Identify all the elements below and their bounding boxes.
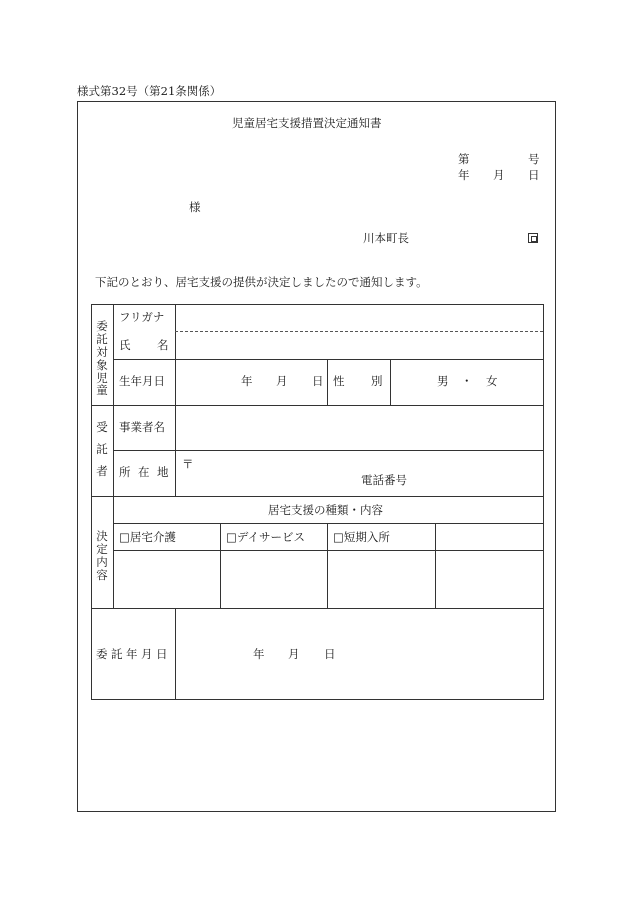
addressee-honorific: 様 bbox=[189, 200, 201, 214]
sex-label-left bbox=[327, 359, 328, 406]
type-header-bottom bbox=[113, 523, 544, 524]
divider-contractor bbox=[91, 496, 544, 497]
option-divider-1 bbox=[220, 523, 221, 609]
date-month: 月 bbox=[493, 168, 505, 182]
sex-male: 男 bbox=[437, 374, 449, 388]
business-row-bottom bbox=[113, 450, 544, 451]
divider-child bbox=[91, 405, 544, 406]
number-dai: 第 bbox=[458, 152, 470, 166]
phone-label: 電話番号 bbox=[361, 473, 407, 487]
address-label-2: 在 bbox=[138, 465, 150, 479]
name-label-2: 名 bbox=[157, 338, 169, 352]
intro-text: 下記のとおり、居宅支援の提供が決定しましたので通知します。 bbox=[95, 275, 428, 289]
entrust-date-label-3: 年 bbox=[126, 647, 138, 661]
option-home-care: □居宅介護 bbox=[119, 530, 176, 544]
table-top-border bbox=[91, 304, 544, 305]
birth-label: 生年月日 bbox=[119, 374, 165, 388]
birth-year: 年 bbox=[241, 374, 253, 388]
document-title: 児童居宅支援措置決定通知書 bbox=[232, 116, 382, 130]
name-label-1: 氏 bbox=[119, 338, 131, 352]
divider-decision bbox=[91, 608, 544, 609]
sex-female: 女 bbox=[486, 374, 498, 388]
option-short-stay: □短期入所 bbox=[333, 530, 390, 544]
postal-mark: 〒 bbox=[182, 457, 194, 471]
sex-label-right bbox=[390, 359, 391, 406]
date-day: 日 bbox=[528, 168, 540, 182]
decision-group-label: 決 定 内 容 bbox=[96, 529, 108, 582]
birth-day: 日 bbox=[312, 374, 324, 388]
option-divider-2 bbox=[327, 523, 328, 609]
sex-label-2: 別 bbox=[371, 374, 383, 388]
group-column-line bbox=[113, 304, 114, 609]
entrust-date-label-4: 月 bbox=[141, 647, 153, 661]
entrust-date-label-2: 託 bbox=[111, 647, 123, 661]
table-bottom-border bbox=[91, 699, 544, 700]
label-column-line bbox=[175, 304, 176, 497]
support-type-header: 居宅支援の種類・内容 bbox=[268, 503, 383, 517]
option-day-service: □デイサービス bbox=[226, 530, 306, 544]
furigana-dashed-line bbox=[175, 331, 543, 332]
entrust-year: 年 bbox=[253, 647, 265, 661]
entrust-date-label-1: 委 bbox=[96, 647, 108, 661]
child-group-label: 委 託 対 象 児 童 bbox=[96, 319, 108, 398]
entrust-date-label-5: 日 bbox=[156, 647, 168, 661]
options-row-bottom bbox=[113, 550, 544, 551]
option-divider-3 bbox=[435, 523, 436, 609]
seal-icon bbox=[528, 233, 538, 243]
entrust-day: 日 bbox=[324, 647, 336, 661]
address-label-3: 地 bbox=[157, 465, 169, 479]
number-go: 号 bbox=[528, 152, 540, 166]
contractor-group-label: 受 託 者 bbox=[96, 420, 108, 478]
table-left-border bbox=[91, 304, 92, 700]
birth-month: 月 bbox=[276, 374, 288, 388]
issuer-name: 川本町長 bbox=[363, 231, 409, 245]
entrust-column-line bbox=[175, 608, 176, 700]
date-year: 年 bbox=[458, 168, 470, 182]
sex-dot: ・ bbox=[461, 374, 473, 388]
address-label-1: 所 bbox=[119, 465, 131, 479]
entrust-month: 月 bbox=[288, 647, 300, 661]
business-name-label: 事業者名 bbox=[119, 420, 165, 434]
sex-label-1: 性 bbox=[333, 374, 345, 388]
name-row-bottom bbox=[113, 359, 544, 360]
notice-frame bbox=[77, 101, 556, 812]
furigana-label: フリガナ bbox=[119, 310, 165, 324]
table-right-border bbox=[543, 304, 544, 700]
form-number: 様式第32号（第21条関係） bbox=[77, 84, 222, 98]
